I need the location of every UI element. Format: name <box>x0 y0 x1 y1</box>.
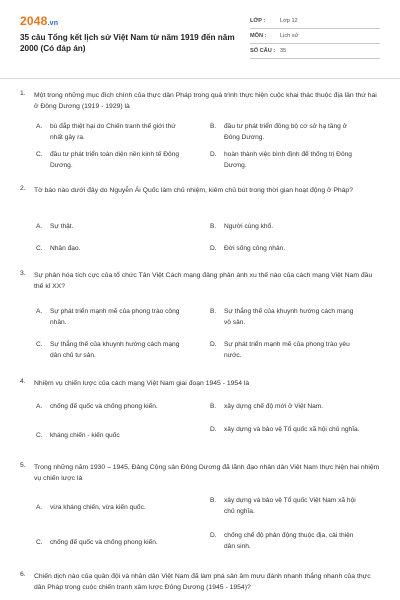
logo-suffix: .vn <box>47 20 59 27</box>
option-text: Sự phát triển mạnh mẽ của phong trào yêu nước. <box>224 341 350 359</box>
option-letter: C. <box>36 151 43 158</box>
question-number: 6. <box>20 571 26 578</box>
logo-text: 2048 <box>20 14 48 28</box>
option-text: chống đế quốc và chống phong kiến. <box>50 403 158 410</box>
question-1 <box>20 90 382 170</box>
question-number: 4. <box>20 378 26 385</box>
option-letter: A. <box>36 123 43 130</box>
option-letter: D. <box>210 426 217 433</box>
option-letter: A. <box>36 504 43 511</box>
option-text: chống chế độ phản động thuộc địa, cải thiện dân sinh. <box>224 532 354 550</box>
meta-row-count <box>250 44 380 59</box>
meta-table <box>250 14 380 59</box>
question-number: 5. <box>20 462 26 469</box>
page-title: 35 câu Tổng kết lịch sử Việt Nam từ năm 1919 đến năm 2000 (Có đáp án) <box>20 33 235 53</box>
option-text: chống đế quốc và chống phong kiến. <box>50 539 158 546</box>
option-text: Nhân đạo. <box>50 245 81 252</box>
question-number: 2. <box>20 185 26 192</box>
option-letter: C. <box>36 539 43 546</box>
meta-label: LỚP : <box>250 18 266 24</box>
option-letter: B. <box>210 497 217 504</box>
option-letter: D. <box>210 151 217 158</box>
meta-label: MÔN : <box>250 33 267 39</box>
question-number: 3. <box>20 270 26 277</box>
meta-row-class <box>250 14 380 29</box>
question-text: Một trong những mục đích chính của thực dân Pháp trong quá trình thực hiện cuộc khai thác thuộc địa lần thứ hai ở Đông Dương (1919 - 1929) là <box>34 92 377 110</box>
option-text: Sự thắng thế của khuynh hướng cách mạng dân chủ tư sản. <box>50 341 180 359</box>
option-text: vừa kháng chiến, vừa kiến quốc. <box>50 504 146 511</box>
option-text: xây dựng chế độ mới ở Việt Nam. <box>224 403 324 410</box>
option-letter: C. <box>36 245 43 252</box>
option-text: Đời sống công nhân. <box>224 245 286 252</box>
option-letter: B. <box>210 123 217 130</box>
header-divider <box>0 78 400 79</box>
option-letter: C. <box>36 432 43 439</box>
option-text: Người cùng khổ. <box>224 223 274 230</box>
option-text: hoàn thành việc bình định để thống trị Đông Dương. <box>224 151 352 169</box>
meta-value: 35 <box>280 48 287 54</box>
site-logo[interactable] <box>20 14 58 28</box>
question-text: Nhiệm vụ chiến lược của cách mạng Việt Nam giai đoạn 1945 - 1954 là <box>34 380 250 387</box>
meta-row-subject <box>250 29 380 44</box>
question-text: Trong những năm 1930 – 1945, Đảng Cộng sản Đông Dương đã lãnh đạo nhân dân Việt Nam thực hiện hai nhiệm vụ chiến lược là <box>34 464 380 482</box>
meta-value: Lớp 12 <box>280 18 298 24</box>
option-text: kháng chiến - kiến quốc <box>50 432 120 439</box>
option-text: Sự thắng thế của khuynh hướng cách mạng vô sản. <box>224 308 354 326</box>
option-letter: D. <box>210 245 217 252</box>
option-letter: A. <box>36 223 43 230</box>
option-text: xây dựng và bảo vệ Tổ quốc Việt Nam xã hội chủ nghĩa. <box>224 497 356 515</box>
option-text: Sự thật. <box>50 223 74 230</box>
option-letter: C. <box>36 341 43 348</box>
question-text: Chiến dịch nào của quân đội và nhân dân Việt Nam đã làm phá sản âm mưu đánh nhanh thắng nhanh của thực dân Pháp trong cuộc chiến tranh xâm lược Đông Dương (1945 - 1954)? <box>34 573 371 591</box>
option-text: Sự phát triển mạnh mẽ của phong trào công nhân. <box>50 308 180 326</box>
question-6 <box>20 571 382 597</box>
option-letter: B. <box>210 403 217 410</box>
option-text: xây dựng và bảo vệ Tổ quốc xã hội chủ nghĩa. <box>224 426 360 433</box>
question-number: 1. <box>20 90 26 97</box>
meta-value: Lịch sử <box>280 33 299 39</box>
question-2 <box>20 185 382 260</box>
option-letter: D. <box>210 532 217 539</box>
option-text: bù đắp thiệt hại do Chiến tranh thế giới thứ nhất gây ra. <box>50 123 176 141</box>
option-letter: A. <box>36 403 43 410</box>
question-5 <box>20 462 382 562</box>
option-text: đầu tư phát triển toàn diện nền kinh tế Đông Dương. <box>50 151 180 169</box>
option-letter: B. <box>210 308 217 315</box>
page-header <box>20 12 380 66</box>
question-3 <box>20 270 382 365</box>
option-letter: B. <box>210 223 217 230</box>
question-text: Tờ báo nào dưới đây do Nguyễn Ái Quốc làm chủ nhiệm, kiêm chủ bút trong thời gian hoạt động ở Pháp? <box>34 187 353 194</box>
option-letter: D. <box>210 341 217 348</box>
meta-label: SỐ CÂU : <box>250 48 276 54</box>
option-text: đầu tư phát triển đồng bộ cơ sở hạ tầng ở Đông Dương. <box>224 123 347 141</box>
question-text: Sự phân hóa tích cực của tổ chức Tân Việt Cách mạng đảng phản ánh xu thế nào của cách mạng Việt Nam đầu thế kỉ XX? <box>34 272 373 290</box>
option-letter: A. <box>36 308 43 315</box>
question-4 <box>20 378 382 448</box>
